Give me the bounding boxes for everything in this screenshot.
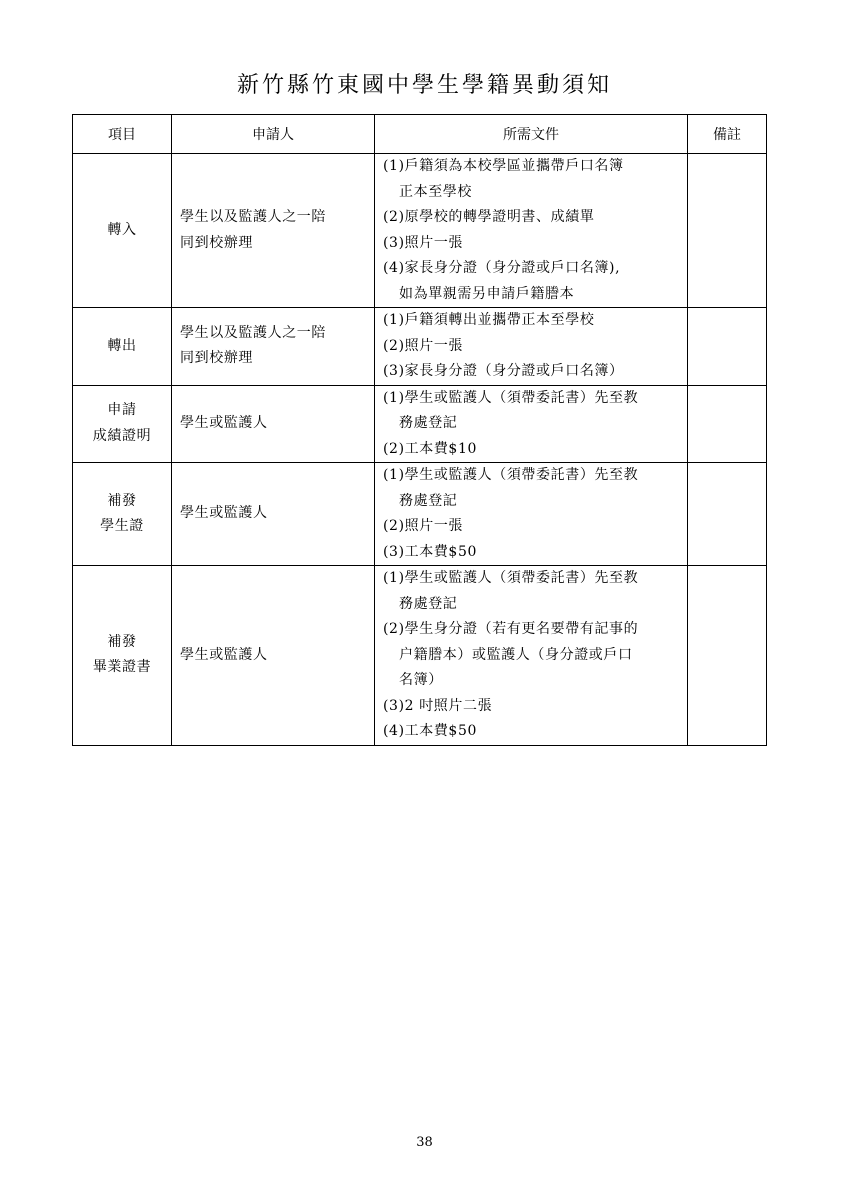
applicant-text: 學生或監護人 <box>180 505 268 522</box>
item-label: 學生證 <box>100 518 144 534</box>
table-row <box>73 308 767 386</box>
document-line: (1)學生或監護人（須帶委託書）先至教 <box>383 570 639 586</box>
header-remarks: 備註 <box>688 115 767 154</box>
cell-item <box>73 308 172 386</box>
applicant-text: 同到校辦理 <box>180 350 253 367</box>
applicant-text: 同到校辦理 <box>180 234 253 251</box>
item-label: 畢業證書 <box>92 659 152 676</box>
document-line: (1)戶籍須為本校學區並攜帶戶口名簿 <box>383 158 624 174</box>
cell-applicant <box>172 566 375 746</box>
document-line: (3)2 吋照片二張 <box>383 697 493 714</box>
cell-item <box>73 463 172 566</box>
document-line: 户籍謄本）或監護人（身分證或戶口 <box>399 646 633 663</box>
document-line: (1)學生或監護人（須帶委託書）先至教 <box>383 389 639 406</box>
document-line: 名簿） <box>399 672 443 688</box>
document-line: (1)學生或監護人（須帶委託書）先至教 <box>383 467 639 483</box>
item-label: 補發 <box>107 492 137 509</box>
cell-item <box>73 385 172 463</box>
document-title: 新竹縣竹東國中學生學籍異動須知 <box>236 73 612 98</box>
item-label: 轉出 <box>107 337 137 354</box>
document-line: (3)照片一張 <box>383 234 464 251</box>
cell-remarks <box>688 566 767 746</box>
document-line: 如為單親需另申請戶籍謄本 <box>399 285 575 302</box>
document-line: (2)照片一張 <box>383 518 464 534</box>
page-number: 38 <box>416 1135 433 1150</box>
applicant-text: 學生或監護人 <box>180 415 268 431</box>
header-documents: 所需文件 <box>375 115 688 154</box>
applicant-text: 學生以及監護人之一陪 <box>180 324 326 341</box>
cell-applicant <box>172 463 375 566</box>
table-row <box>73 385 767 463</box>
document-line: (1)戶籍須轉出並攜帶正本至學校 <box>383 312 595 328</box>
header-applicant: 申請人 <box>172 115 375 154</box>
table-row <box>73 154 767 308</box>
cell-applicant <box>172 154 375 308</box>
table-row <box>73 566 767 746</box>
document-line: (2)原學校的轉學證明書、成績單 <box>383 209 595 225</box>
cell-documents <box>375 385 688 463</box>
cell-documents <box>375 463 688 566</box>
document-line: (2)工本費$10 <box>383 440 477 457</box>
document-line: (2)照片一張 <box>383 337 464 354</box>
applicant-text: 學生或監護人 <box>180 646 268 663</box>
cell-documents <box>375 308 688 386</box>
cell-remarks <box>688 385 767 463</box>
item-label: 申請 <box>107 402 137 419</box>
cell-remarks <box>688 308 767 386</box>
document-line: 務處登記 <box>399 492 458 509</box>
cell-remarks <box>688 154 767 308</box>
applicant-text: 學生以及監護人之一陪 <box>180 209 326 225</box>
requirements-table <box>72 114 767 746</box>
cell-documents <box>375 566 688 746</box>
cell-item <box>73 154 172 308</box>
item-label: 成績證明 <box>92 427 152 444</box>
document-line: (4)工本費$50 <box>383 723 477 739</box>
item-label: 轉入 <box>107 221 137 238</box>
document-line: (3)工本費$50 <box>383 543 477 560</box>
cell-remarks <box>688 463 767 566</box>
document-line: 務處登記 <box>399 595 458 612</box>
cell-item <box>73 566 172 746</box>
document-line: (3)家長身分證（身分證或戶口名簿） <box>383 363 624 379</box>
cell-documents <box>375 154 688 308</box>
table-row <box>73 463 767 566</box>
table-header-row <box>73 115 767 154</box>
header-item: 項目 <box>73 115 172 154</box>
document-line: (4)家長身分證（身分證或戶口名簿), <box>383 260 621 276</box>
document-line: (2)學生身分證（若有更名要帶有記事的 <box>383 621 639 637</box>
document-line: 正本至學校 <box>399 183 472 200</box>
item-label: 補發 <box>107 633 137 650</box>
cell-applicant <box>172 385 375 463</box>
cell-applicant <box>172 308 375 386</box>
document-line: 務處登記 <box>399 415 458 431</box>
